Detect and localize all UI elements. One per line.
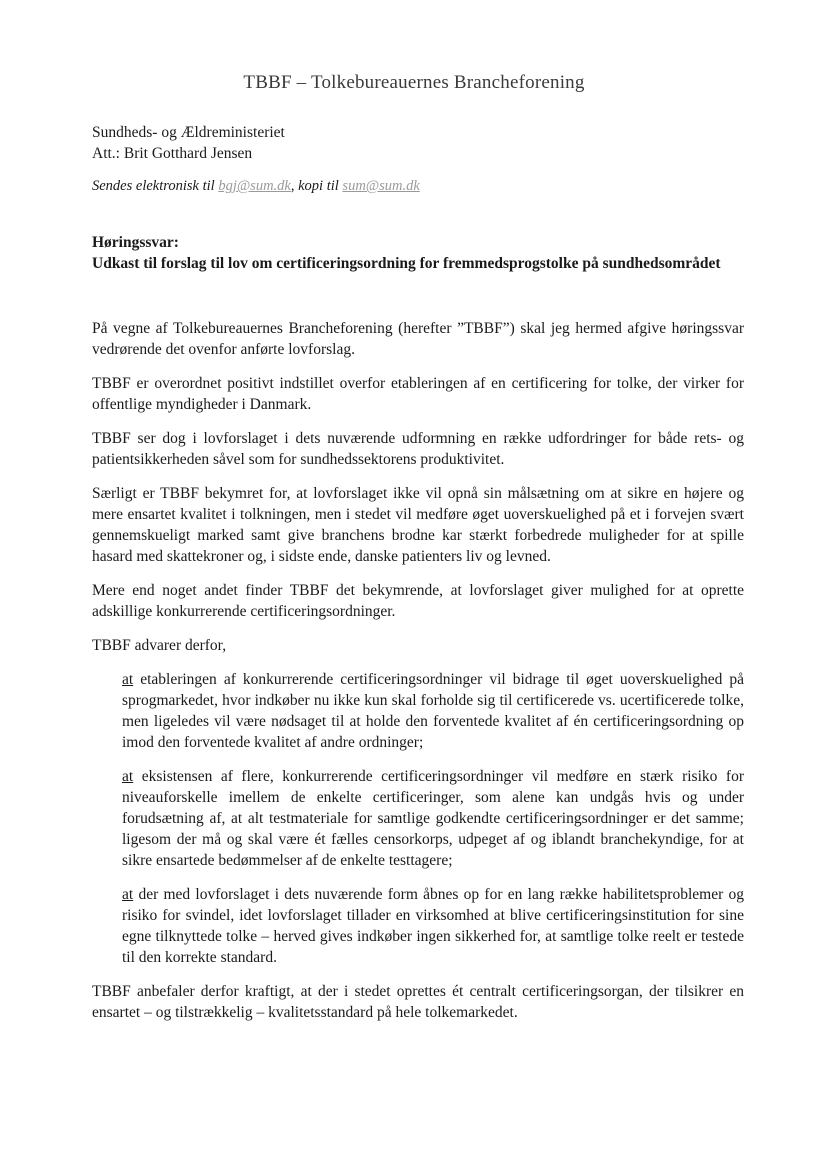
item-text: etableringen af konkurrerende certificeringsordninger vil bidrage til øget uoverskuelighed på sprogmarkedet, hvor indkøber nu ikke kun skal forholde sig til certificerede vs. ucertificerede tolke, men ligeledes vil være nødsaget til at holde den forventede kvalitet af én certificeringsordning op imod den forventede kvalitet af andre ordninger;	[122, 671, 744, 751]
warning-item	[122, 669, 744, 753]
paragraph-intro: På vegne af Tolkebureauernes Brancheforening (herefter ”TBBF”) skal jeg hermed afgive høringssvar vedrørende det ovenfor anførte lovforslag.	[92, 320, 744, 358]
warning-item	[122, 766, 744, 871]
letterhead-title: TBBF – Tolkebureauernes Brancheforening	[243, 72, 585, 93]
item-lead: at	[122, 768, 134, 785]
paragraph-concern: Særligt er TBBF bekymret for, at lovforslaget ikke vil opnå sin målsætning om at sikre en højere og mere ensartet kvalitet i tolkningen, men i stedet vil medføre øget uoverskuelighed på et i forvejen svært gennemskueligt marked samt give branchens brodne kar stærkt forbedrede muligheder for at spille hasard med skattekroner og, i sidste ende, danske patienters liv og levned.	[92, 485, 744, 565]
email-link-sum[interactable]: sum@sum.dk	[342, 178, 420, 194]
warning-item	[122, 884, 744, 968]
item-lead: at	[122, 671, 134, 688]
recipient-ministry: Sundheds- og Ældreministeriet	[92, 124, 285, 141]
delivery-note	[92, 178, 420, 195]
email-link-bgj[interactable]: bgj@sum.dk	[218, 178, 291, 194]
subject-block	[92, 232, 742, 274]
subject-label: Høringssvar:	[92, 234, 179, 251]
recipient-attention: Att.: Brit Gotthard Jensen	[92, 145, 253, 162]
paragraph-positive: TBBF er overordnet positivt indstillet overfor etableringen af en certificering for tolke, der virker for offentlige myndigheder i Danmark.	[92, 375, 744, 413]
subject-line: Udkast til forslag til lov om certificeringsordning for fremmedsprogstolke på sundhedsområdet	[92, 255, 721, 272]
paragraph-challenges: TBBF ser dog i lovforslaget i dets nuværende udformning en række udfordringer for både rets- og patientsikkerheden såvel som for sundhedssektorens produktivitet.	[92, 430, 744, 468]
delivery-prefix: Sendes elektronisk til	[92, 178, 219, 194]
item-text: eksistensen af flere, konkurrerende certificeringsordninger vil medføre en stærk risiko for niveauforskelle imellem de enkelte certificeringer, som alene kan undgås hvis og under forudsætning af, at alt testmateriale for samtlige godkendte certificeringsordninger er det samme; ligesom der må og skal være ét fælles censorkorps, udpeget af og iblandt branchekyndige, for at sikre ensartede bedømmelser af de enkelte testtagere;	[122, 768, 744, 869]
paragraph-multiple-schemes: Mere end noget andet finder TBBF det bekymrende, at lovforslaget giver mulighed for at oprette adskillige konkurrerende certificeringsordninger.	[92, 582, 744, 620]
delivery-middle: , kopi til	[290, 178, 343, 194]
item-lead: at	[122, 886, 134, 903]
paragraph-recommendation: TBBF anbefaler derfor kraftigt, at der i stedet oprettes ét centralt certificeringsorgan, der tilsikrer en ensartet – og tilstrækkelig – kvalitetsstandard på hele tolkemarkedet.	[92, 983, 744, 1021]
item-text: der med lovforslaget i dets nuværende form åbnes op for en lang række habilitetsproblemer og risiko for svindel, idet lovforslaget tillader en virksomhed at blive certificeringsinstitution for sine egne tilknyttede tolke – herved gives indkøber ingen sikkerhed for, at samtlige tolke reelt er testede til den korrekte standard.	[122, 886, 744, 966]
letter-body	[92, 318, 744, 1036]
paragraph-warning: TBBF advarer derfor,	[92, 637, 227, 654]
recipient-address	[92, 122, 285, 164]
